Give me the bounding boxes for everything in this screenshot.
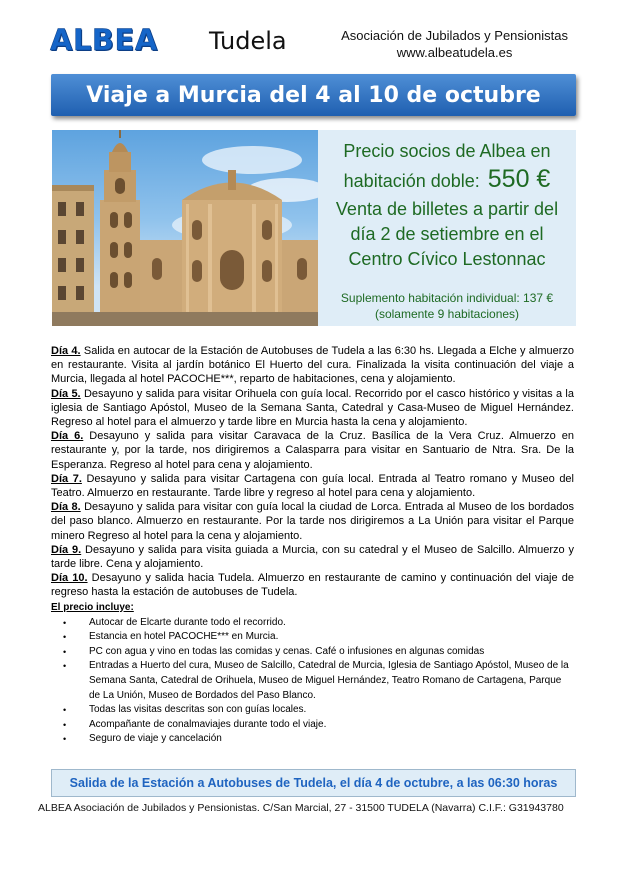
supplement-line-1: Suplemento habitación individual: 137 € (340, 291, 554, 305)
price-label-line-1: Precio socios de Albea en (343, 141, 551, 161)
day-paragraph (51, 571, 574, 599)
list-item (51, 630, 574, 645)
list-item-text: Estancia en hotel PACOCHE*** en Murcia. (89, 631, 279, 643)
day-text: Salida en autocar de la Estación de Autobuses de Tudela a las 6:30 hs. Llegada a Elche y almuerzo en restaurante. Visita al jardín botánico El Huerto del cura. Finalizada la visita continuación del viaje a Murcia, llegada al hotel PACOCHE***, reparto de habitaciones, cena y alojamiento. (51, 345, 574, 386)
day-paragraph (51, 543, 574, 571)
includes-list (51, 616, 574, 747)
includes-title: El precio incluye: (51, 601, 134, 613)
website-link[interactable]: www.albeatudela.es (396, 45, 513, 60)
day-label: Día 10. (51, 572, 88, 585)
ticket-sale-info (318, 197, 576, 272)
day-paragraph (51, 500, 574, 543)
title-banner (51, 74, 576, 116)
list-item (51, 718, 574, 733)
day-text: Desayuno y salida para visita guiada a Murcia, con su catedral y el Museo de Salcillo. Almuerzo y tarde libre. Cena y alojamiento. (51, 543, 574, 571)
price-label-line-2 (318, 165, 576, 195)
cathedral-photo (52, 130, 318, 326)
supplement-line-2: (solamente 9 habitaciones) (374, 307, 520, 321)
bullet-icon: • (63, 617, 67, 628)
association-name: Asociación de Jubilados y Pensionistas (341, 28, 568, 43)
page-title: Viaje a Murcia del 4 al 10 de octubre (86, 82, 541, 108)
day-label: Día 7. (51, 472, 82, 485)
sale-line: día 2 de setiembre en el (350, 224, 544, 244)
list-item-text: Autocar de Elcarte durante todo el recorrido. (89, 616, 286, 628)
day-text: Desayuno y salida hacia Tudela. Almuerzo en restaurante de camino y continuación del viaje de regreso hasta la estación de autobuses de Tudela. (51, 572, 574, 599)
list-item (51, 659, 574, 703)
bullet-icon: • (63, 705, 67, 716)
itinerary (51, 344, 574, 747)
departure-text: Salida de la Estación a Autobuses de Tudela, el día 4 de octubre, a las 06:30 horas (69, 776, 558, 790)
day-paragraph (51, 387, 574, 430)
departure-banner (51, 769, 576, 797)
bullet-icon: • (63, 632, 67, 643)
price-info-box (318, 130, 576, 326)
list-item (51, 703, 574, 718)
list-item-text: Seguro de viaje y cancelación (89, 733, 222, 745)
day-label: Día 8. (51, 501, 81, 514)
footer-address: ALBEA Asociación de Jubilados y Pensionistas. C/San Marcial, 27 - 31500 TUDELA (Navarra) C.I.F.: G31943780 (38, 802, 564, 814)
day-paragraph (51, 344, 574, 387)
day-label: Día 5. (51, 387, 81, 400)
day-paragraph (51, 472, 574, 500)
bullet-icon: • (63, 734, 67, 745)
price-amount: 550 € (487, 165, 551, 193)
bullet-icon: • (63, 661, 67, 672)
association-block (341, 27, 568, 61)
list-item-text: Entradas a Huerto del cura, Museo de Salcillo, Catedral de Murcia, Iglesia de Santiago Apóstol, Museo de la Semana Santa, Catedral de Orihuela, Museo de Miguel Hernández, Teatro Romano de Cartagena, Parque de La Unión, Museo de Bordados del Paso Blanco. (89, 660, 569, 701)
city-name: Tudela (209, 27, 287, 55)
list-item (51, 616, 574, 631)
day-text: Desayuno y salida para visitar Caravaca de la Cruz. Basílica de la Vera Cruz. Almuerzo en restaurante y, por la tarde, nos dirigiremos a Calasparra para visitar en Santuario de Ntra. Sra. De la Esperanza. Regreso al hotel para cena y alojamiento. (51, 430, 574, 471)
day-text: Desayuno y salida para visitar Orihuela con guía local. Recorrido por el casco histórico y visitas a la iglesia de Santiago Apóstol, Museo de la Semana Santa, Catedral y Casa-Museo de Miguel Hernández. Regreso al hotel para el almuerzo y tarde libre en Murcia hasta la cena y alojamiento. (51, 387, 574, 429)
list-item-text: PC con agua y vino en todas las comidas y cenas. Café o infusiones en algunas comidas (89, 645, 485, 657)
bullet-icon: • (63, 719, 67, 730)
day-paragraph (51, 429, 574, 472)
single-room-supplement (318, 290, 576, 322)
price-block (318, 137, 576, 195)
list-item (51, 732, 574, 747)
list-item-text: Todas las visitas descritas son con guías locales. (89, 704, 307, 716)
list-item-text: Acompañante de conalmaviajes durante todo el viaje. (89, 718, 327, 730)
day-label: Día 6. (51, 430, 84, 443)
cathedral-illustration (52, 130, 318, 326)
sale-line: Centro Cívico Lestonnac (348, 249, 546, 269)
day-text: Desayuno y salida para visitar con guía local la ciudad de Lorca. Entrada al Museo de los bordados del paso blanco. Almuerzo en restaurante. Por la tarde nos dirigiremos a La Unión para visitar el Parque minero Regreso al hotel para la cena y alojamiento. (51, 501, 574, 542)
price-room-type: habitación doble: (343, 171, 480, 191)
albea-logo: ALBEA (50, 23, 158, 57)
sale-line: Venta de billetes a partir del (335, 199, 559, 219)
day-text: Desayuno y salida para visitar Cartagena con guía local. Entrada al Teatro romano y Museo del Teatro. Almuerzo en restaurante. Tarde libre y regreso al hotel para cena y alojamiento. (51, 472, 574, 500)
bullet-icon: • (63, 646, 67, 657)
day-label: Día 9. (51, 543, 82, 556)
list-item (51, 645, 574, 660)
day-label: Día 4. (51, 345, 81, 357)
